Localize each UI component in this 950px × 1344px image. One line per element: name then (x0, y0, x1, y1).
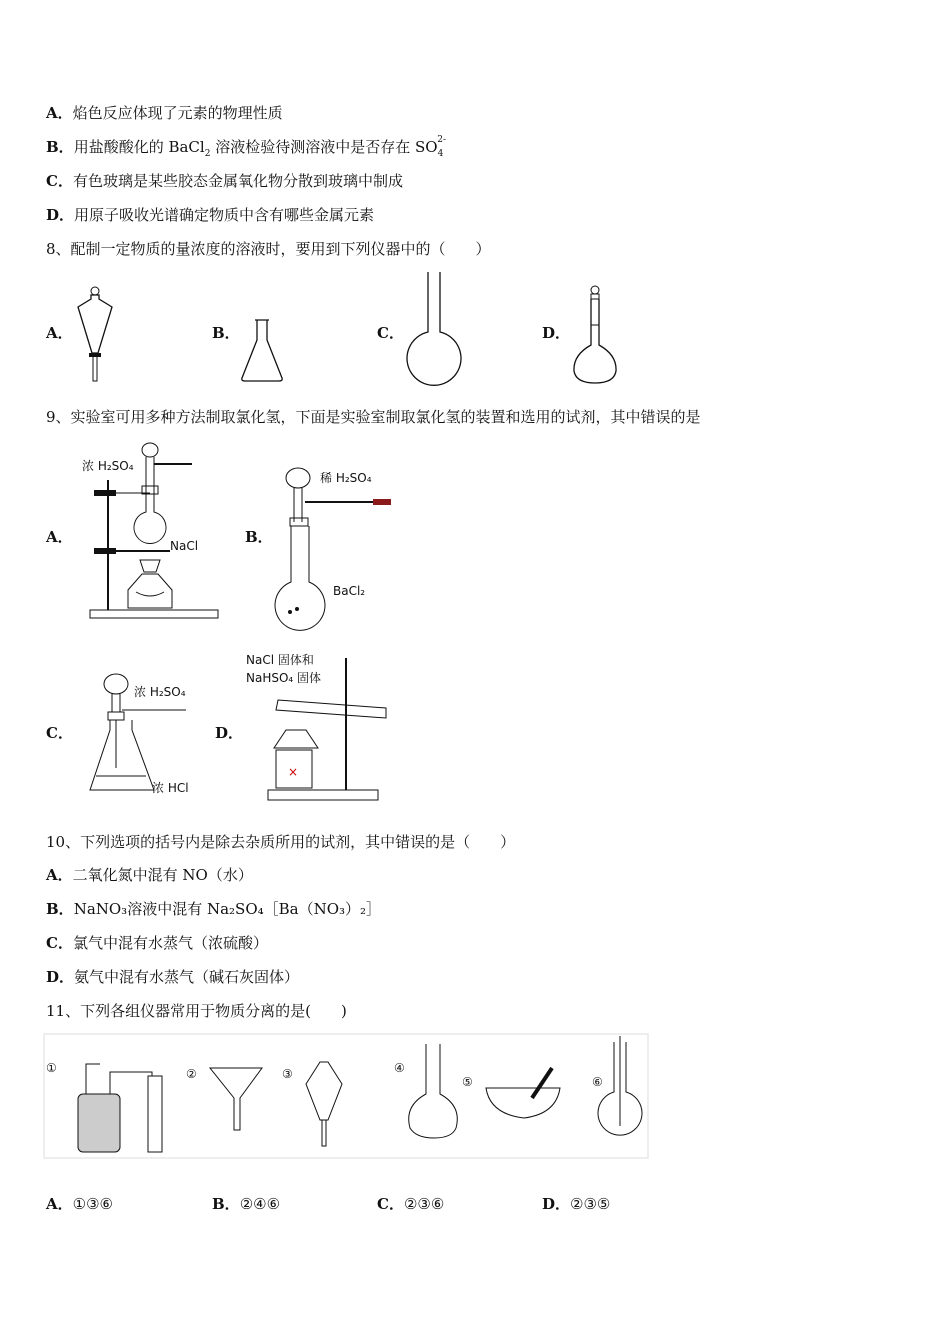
b-salt-label: BaCl₂ (333, 584, 366, 598)
c-liquid-label: 浓 HCl (152, 781, 189, 795)
separatory-funnel-figure (70, 285, 120, 385)
q7-option-d: D．用原子吸收光谱确定物质中含有哪些金属元素 (46, 206, 375, 224)
q7-option-c: C．有色玻璃是某些胶态金属氧化物分散到玻璃中制成 (46, 172, 403, 190)
q10-option-b: B．NaNO₃溶液中混有 Na₂SO₄［Ba（NO₃）₂］ (46, 900, 382, 918)
mark-1: ① (46, 1061, 57, 1075)
round-flask-figure (404, 270, 464, 386)
apparatus-a-figure (80, 440, 225, 622)
q11-option-a: A．①③⑥ (46, 1195, 113, 1213)
q9-label-a: A． (46, 528, 73, 546)
q10-option-d: D．氨气中混有水蒸气（碱石灰固体） (46, 968, 300, 986)
q11-option-c: C．②③⑥ (377, 1195, 445, 1213)
q10-option-a: A．二氧化氮中混有 NO（水） (46, 866, 253, 884)
q9-label-b: B． (245, 528, 273, 546)
c-acid-label: 浓 H₂SO₄ (134, 685, 186, 699)
q8-label-d: D． (542, 324, 571, 342)
b-acid-label: 稀 H₂SO₄ (320, 471, 372, 485)
a-acid-label: 浓 H₂SO₄ (82, 459, 134, 473)
a-salt-label: NaCl (170, 539, 199, 553)
mark-5: ⑤ (462, 1075, 473, 1089)
q11-figure (44, 1034, 648, 1158)
q10-stem: 10、下列选项的括号内是除去杂质所用的试剂，其中错误的是（ ） (46, 833, 516, 851)
q8-stem: 8、配制一定物质的量浓度的溶液时，要用到下列仪器中的（ ） (46, 240, 491, 258)
mark-3: ③ (282, 1067, 293, 1081)
q11-option-b: B．②④⑥ (212, 1195, 281, 1213)
d-text-line2: NaHSO₄ 固体 (246, 671, 322, 685)
erlenmeyer-flask-figure (238, 318, 286, 384)
q10-option-c: C．氯气中混有水蒸气（浓硫酸） (46, 934, 268, 952)
q11-option-d: D．②③⑤ (542, 1195, 611, 1213)
q9-label-c: C． (46, 724, 73, 742)
q9-stem: 9、实验室可用多种方法制取氯化氢，下面是实验室制取氯化氢的装置和选用的试剂，其中错误的是 (46, 408, 701, 426)
d-burner-mark: × (288, 765, 299, 779)
q8-label-b: B． (212, 324, 240, 342)
volumetric-flask-figure (570, 285, 620, 387)
mark-4: ④ (394, 1061, 405, 1075)
apparatus-c-figure (86, 668, 231, 800)
q11-stem: 11、下列各组仪器常用于物质分离的是( ) (46, 1002, 347, 1020)
apparatus-d-figure (246, 650, 406, 805)
mark-2: ② (186, 1067, 197, 1081)
q9-label-d: D． (215, 724, 244, 742)
q7-option-a: A．焰色反应体现了元素的物理性质 (46, 104, 283, 122)
q8-label-a: A． (46, 324, 73, 342)
d-text-line1: NaCl 固体和 (246, 653, 314, 667)
q7-option-b: B．用盐酸酸化的 BaCl$_2$ 溶液检验待测溶液中是否存在 $SO_4^{2-}$ (46, 135, 447, 159)
mark-6: ⑥ (592, 1075, 603, 1089)
apparatus-b-figure (265, 462, 405, 622)
q8-label-c: C． (377, 324, 404, 342)
